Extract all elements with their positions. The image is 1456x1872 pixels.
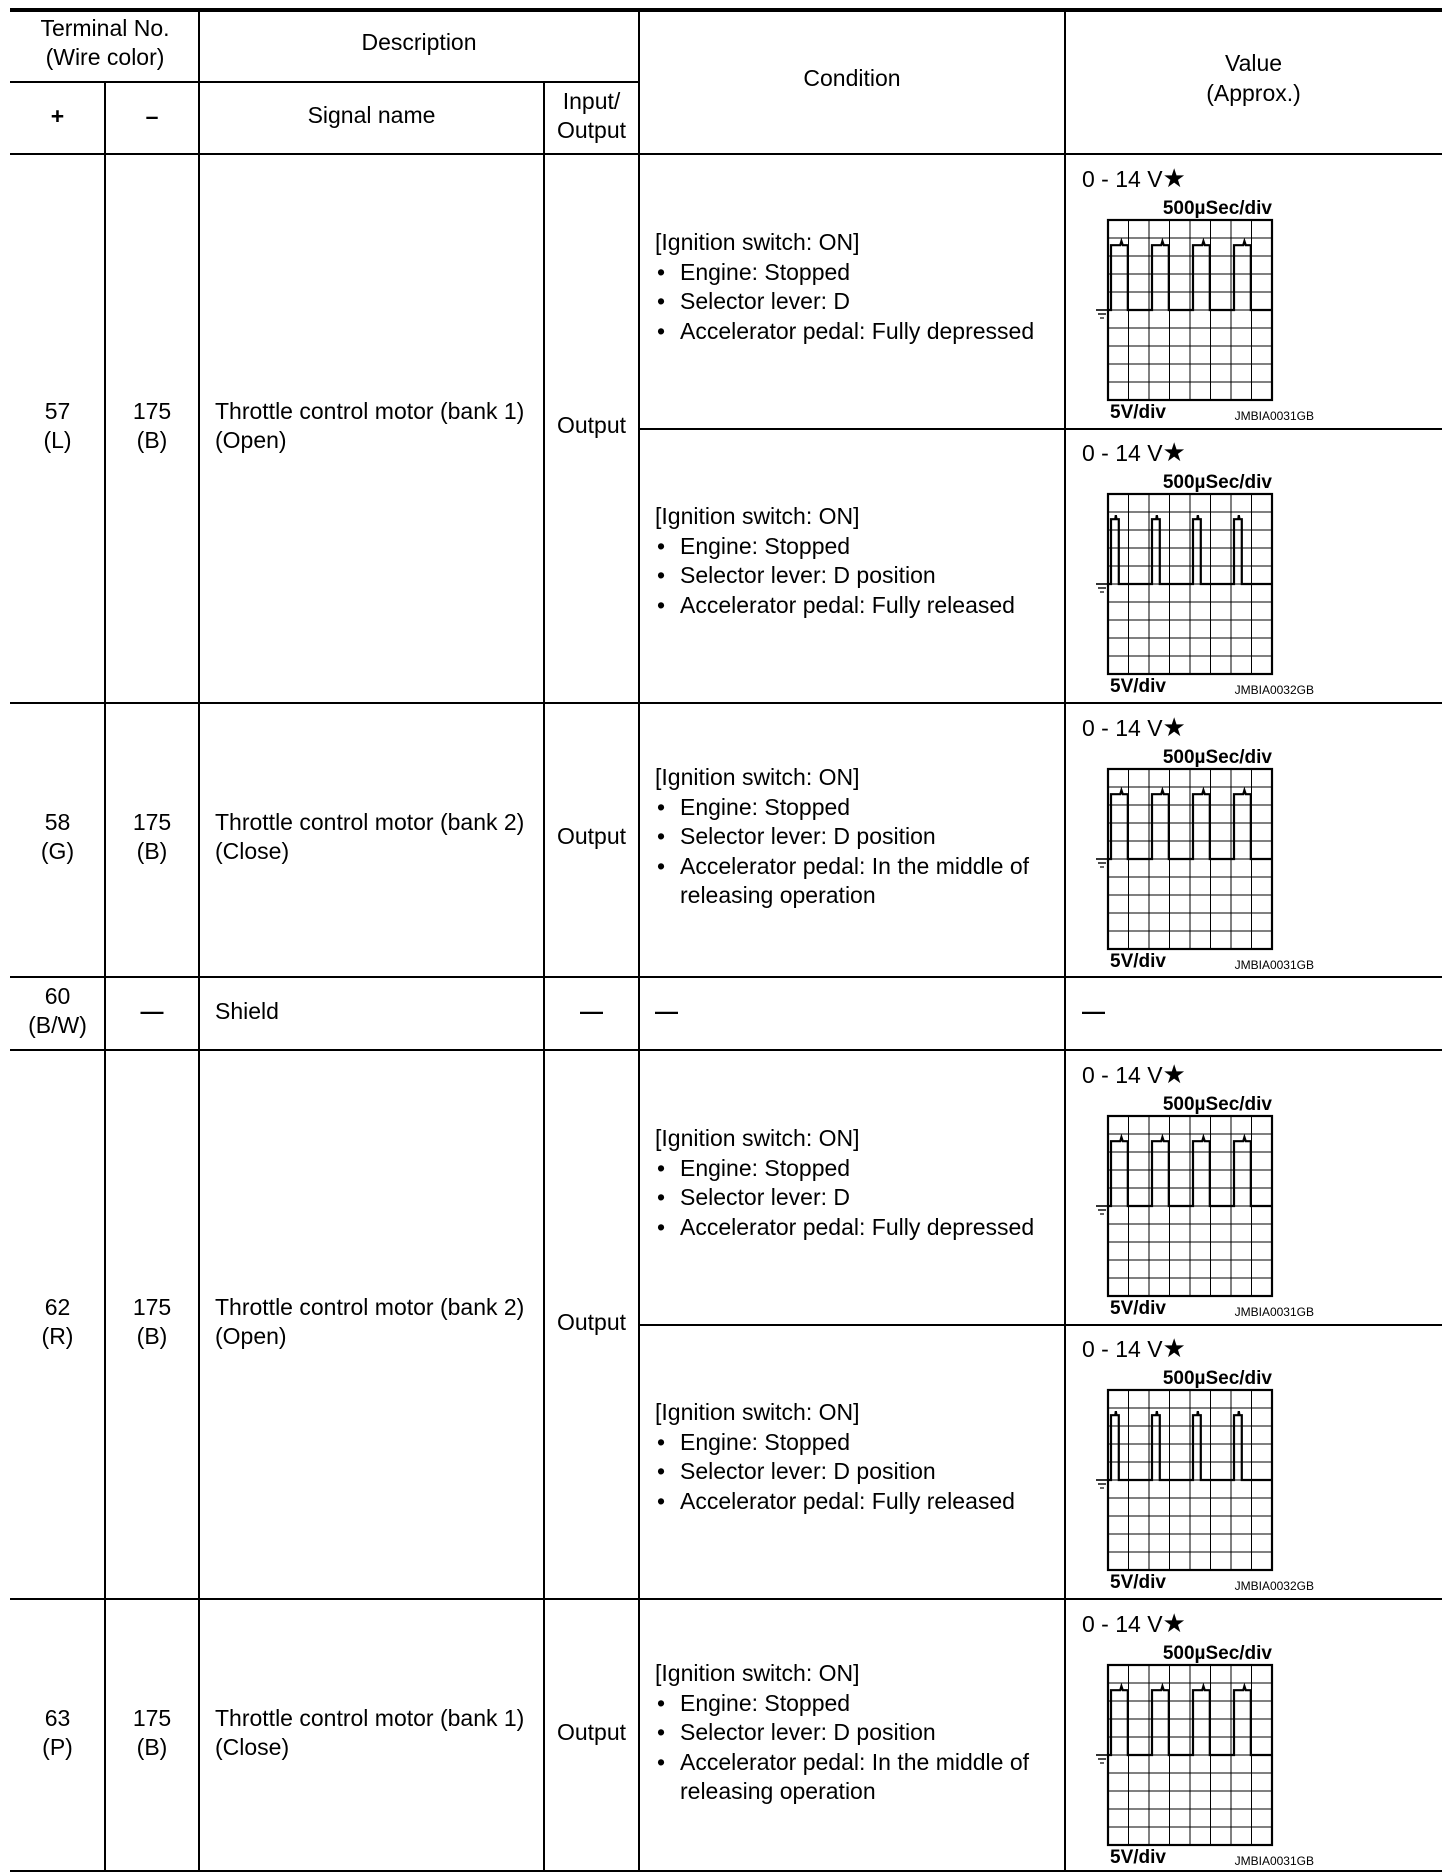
time-division-label: 500µSec/div — [1162, 1094, 1272, 1115]
oscilloscope-waveform — [1016, 1362, 1316, 1592]
star-icon: ★ — [1162, 1059, 1186, 1089]
signal-name: Throttle control motor (bank 1) — [215, 398, 525, 424]
header-plus: + — [50, 103, 65, 129]
time-division-label: 500µSec/div — [1162, 1368, 1272, 1389]
voltage-division-label: 5V/div — [1110, 951, 1166, 971]
voltage-value: 0 - 14 V — [1082, 1062, 1163, 1088]
time-division-label: 500µSec/div — [1162, 747, 1272, 768]
plus-wire-color: (G) — [40, 838, 75, 864]
plus-wire-color: (B/W) — [28, 1012, 87, 1038]
condition-item: • Selector lever: D position — [655, 822, 1065, 852]
minus-wire-color: (B) — [136, 427, 168, 453]
voltage-division-label: 5V/div — [1110, 676, 1166, 696]
condition-item: • Engine: Stopped — [655, 1689, 1065, 1719]
io-type: Output — [556, 1309, 627, 1335]
plus-terminal-number: 60 — [44, 983, 71, 1009]
io-type: Output — [556, 1719, 627, 1745]
voltage-range — [1082, 1334, 1186, 1363]
plus-terminal-number: 58 — [44, 809, 71, 835]
plus-terminal-number: 57 — [44, 398, 71, 424]
condition-item: • Engine: Stopped — [655, 532, 1065, 562]
oscilloscope-waveform — [1016, 466, 1316, 696]
value-block — [1066, 703, 1456, 973]
signal-state: (Open) — [215, 1323, 287, 1349]
figure-code: JMBIA0031GB — [1234, 1854, 1314, 1867]
minus-wire-color: (B) — [136, 1323, 168, 1349]
signal-name: Throttle control motor (bank 2) — [215, 1294, 525, 1320]
star-icon: ★ — [1162, 437, 1186, 467]
voltage-range — [1082, 1060, 1186, 1089]
io-type: Output — [556, 412, 627, 438]
signal-name: Throttle control motor (bank 2) — [215, 809, 525, 835]
condition-item: • Accelerator pedal: In the middle of releasing operation — [655, 852, 1065, 911]
minus-wire-color: (B) — [136, 838, 168, 864]
voltage-value: 0 - 14 V — [1082, 1611, 1163, 1637]
oscilloscope-waveform — [1016, 741, 1316, 971]
condition-item: • Selector lever: D — [655, 1183, 1065, 1213]
condition-item: • Selector lever: D position — [655, 1457, 1065, 1487]
signal-state: (Close) — [215, 1734, 290, 1760]
voltage-value: 0 - 14 V — [1082, 715, 1163, 741]
condition-heading: [Ignition switch: ON] — [655, 1660, 860, 1686]
header-description: Description — [361, 29, 477, 55]
minus-terminal-number: — — [140, 998, 164, 1024]
minus-terminal-number: 175 — [132, 398, 172, 424]
condition-heading: [Ignition switch: ON] — [655, 503, 860, 529]
row-rule-58-60 — [10, 976, 1442, 978]
voltage-range — [1082, 713, 1186, 742]
voltage-division-label: 5V/div — [1110, 402, 1166, 422]
col-divider-plus-minus — [104, 81, 106, 1872]
header-output: Output — [556, 117, 627, 143]
figure-code: JMBIA0032GB — [1234, 683, 1314, 696]
minus-terminal-number: 175 — [132, 1294, 172, 1320]
condition-item: • Accelerator pedal: Fully depressed — [655, 1213, 1065, 1243]
header-minus: – — [145, 103, 159, 129]
condition-item: • Engine: Stopped — [655, 793, 1065, 823]
oscilloscope-waveform — [1016, 192, 1316, 422]
figure-code: JMBIA0031GB — [1234, 409, 1314, 422]
plus-terminal-number: 62 — [44, 1294, 71, 1320]
condition-block — [655, 1659, 1065, 1807]
condition-block — [655, 228, 1065, 346]
voltage-range — [1082, 438, 1186, 467]
voltage-division-label: 5V/div — [1110, 1298, 1166, 1318]
value-block — [1066, 1050, 1456, 1320]
time-division-label: 500µSec/div — [1162, 198, 1272, 219]
condition-item: • Accelerator pedal: In the middle of releasing operation — [655, 1748, 1065, 1807]
plus-wire-color: (R) — [41, 1323, 74, 1349]
plus-wire-color: (P) — [42, 1734, 73, 1760]
figure-code: JMBIA0031GB — [1234, 958, 1314, 971]
minus-terminal-number: 175 — [132, 1705, 172, 1731]
value-block — [1066, 1599, 1456, 1869]
voltage-value: 0 - 14 V — [1082, 1336, 1163, 1362]
minus-wire-color: (B) — [136, 1734, 168, 1760]
voltage-division-label: 5V/div — [1110, 1572, 1166, 1592]
io-type: Output — [556, 823, 627, 849]
col-divider-signal-io — [543, 81, 545, 1872]
signal-state: (Open) — [215, 427, 287, 453]
time-division-label: 500µSec/div — [1162, 472, 1272, 493]
condition-item: • Engine: Stopped — [655, 1428, 1065, 1458]
oscilloscope-waveform — [1016, 1637, 1316, 1867]
condition-block — [655, 763, 1065, 911]
condition-block — [655, 1398, 1065, 1516]
condition-item: • Accelerator pedal: Fully released — [655, 1487, 1065, 1517]
col-divider-terminal-desc — [198, 8, 200, 1872]
voltage-range — [1082, 1609, 1186, 1638]
table-top-border — [10, 8, 1442, 12]
condition-heading: [Ignition switch: ON] — [655, 764, 860, 790]
signal-name: Throttle control motor (bank 1) — [215, 1705, 525, 1731]
value-block — [1066, 154, 1456, 424]
condition-text: — — [655, 998, 678, 1024]
figure-code: JMBIA0032GB — [1234, 1579, 1314, 1592]
header-signal-name: Signal name — [307, 102, 436, 128]
voltage-value: 0 - 14 V — [1082, 440, 1163, 466]
header-wire-color: (Wire color) — [45, 44, 165, 70]
star-icon: ★ — [1162, 1333, 1186, 1363]
header-terminal-no: Terminal No. — [40, 15, 170, 41]
condition-heading: [Ignition switch: ON] — [655, 1399, 860, 1425]
value-block — [1066, 428, 1456, 698]
plus-terminal-number: 63 — [44, 1705, 71, 1731]
header-condition: Condition — [803, 65, 901, 91]
condition-item: • Engine: Stopped — [655, 1154, 1065, 1184]
time-division-label: 500µSec/div — [1162, 1643, 1272, 1664]
plus-wire-color: (L) — [43, 427, 72, 453]
condition-block — [655, 502, 1065, 620]
minus-terminal-number: 175 — [132, 809, 172, 835]
voltage-range — [1082, 164, 1186, 193]
header-input: Input/ — [562, 88, 621, 114]
value-text: — — [1082, 998, 1105, 1024]
condition-item: • Engine: Stopped — [655, 258, 1065, 288]
figure-code: JMBIA0031GB — [1234, 1305, 1314, 1318]
condition-item: • Selector lever: D position — [655, 1718, 1065, 1748]
condition-item: • Accelerator pedal: Fully released — [655, 591, 1065, 621]
condition-heading: [Ignition switch: ON] — [655, 1125, 860, 1151]
col-divider-desc-condition — [638, 8, 640, 1872]
oscilloscope-waveform — [1016, 1088, 1316, 1318]
star-icon: ★ — [1162, 163, 1186, 193]
condition-item: • Selector lever: D position — [655, 561, 1065, 591]
star-icon: ★ — [1162, 712, 1186, 742]
star-icon: ★ — [1162, 1608, 1186, 1638]
signal-name: Shield — [215, 998, 279, 1024]
signal-state: (Close) — [215, 838, 290, 864]
voltage-value: 0 - 14 V — [1082, 166, 1163, 192]
header-value: Value — [1224, 50, 1283, 76]
condition-item: • Accelerator pedal: Fully depressed — [655, 317, 1065, 347]
voltage-division-label: 5V/div — [1110, 1847, 1166, 1867]
io-type: — — [580, 998, 603, 1024]
header-approx: (Approx.) — [1206, 80, 1301, 106]
condition-item: • Selector lever: D — [655, 287, 1065, 317]
value-block — [1066, 1324, 1456, 1594]
condition-block — [655, 1124, 1065, 1242]
condition-heading: [Ignition switch: ON] — [655, 229, 860, 255]
